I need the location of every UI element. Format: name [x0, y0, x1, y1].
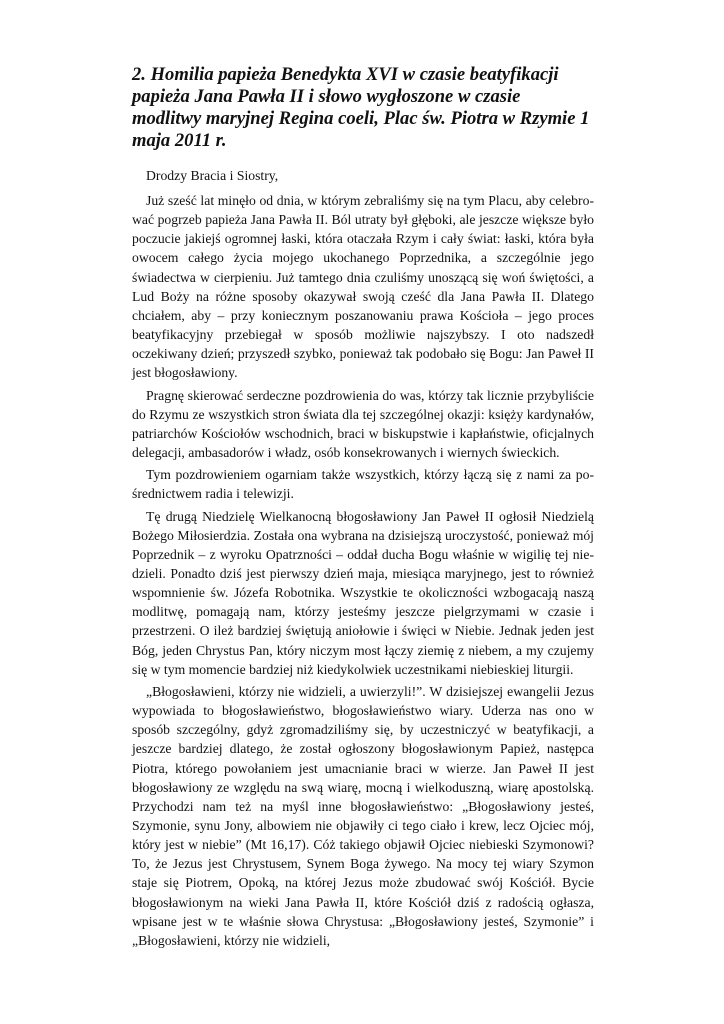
- paragraph-2: Pragnę skierować serdeczne pozdrowienia do was, którzy tak licznie przybyliście do Rzymu ze wszystkich stron świata dla tej szczególnej okazji: księży kardynałów, patriarchów Kościołów wschodnich, braci w biskupstwie i kapłaństwie, oficjalnych delegacji, ambasadorów i władz, osób konsekrowanych i wiernych świeckich.: [132, 387, 594, 461]
- paragraph-3: Tym pozdrowieniem ogarniam także wszystkich, którzy łączą się z nami za pośrednictwem radia i telewizji.: [132, 467, 594, 502]
- paragraph-5: „Błogosławieni, którzy nie widzieli, a uwierzyli!”. W dzisiejszej ewangelii Jezus wypowiada to błogosławieństwo, błogosławieństwo wiary. Uderza nas ono w sposób szczególny, gdyż zgromadziliśmy się, by uczestniczyć w beatyfikacji, a jeszcze bardziej dlatego, że został ogłoszony błogosławionym Papież, następca Piotra, którego powołaniem jest umacnianie braci w wierze. Jan Paweł II jest błogosławiony ze względu na swą wiarę, mocną i wielkoduszną, wiarę apostolską. Przychodzi nam też na myśl inne błogosławieństwo: „Błogosławiony jesteś, Szymonie, synu Jony, albowiem nie objawiły ci tego ciało i krew, lecz Ojciec mój, który jest w niebie” (Mt 16,17). Cóż takiego objawił Ojciec niebieski Szymonowi? To, że Jezus jest Chrystusem, Synem Boga żywego. Na mocy tej wiary Szymon staje się Piotrem, Opoką, na której Jezus może zbudować swój Kościół. Bycie błogosławionym na wieki Jana Pawła II, które Kościół dziś z radością ogłasza, wpisane jest w te właśnie słowa Chrystusa: „Błogosławiony jesteś, Szymonie” i „Błogosławieni, którzy nie widzieli,: [132, 683, 594, 948]
- paragraph-1: Już sześć lat minęło od dnia, w którym zebraliśmy się na tym Placu, aby celebrować pogrzeb papieża Jana Pawła II. Ból utraty był głęboki, ale jeszcze większe było poczucie jakiejś ogromnej łaski, która otaczała Rzym i cały świat: łaski, która była owocem całego życia mojego ukochanego Poprzednika, a szczególnie jego świadectwa w cierpieniu. Już tamtego dnia czuliśmy unoszącą się woń świętości, a Lud Boży na różne sposoby okazywał swoją cześć dla Jana Pawła II. Dlatego chciałem, aby – przy koniecznym poszanowaniu prawa Kościoła – jego proces beatyfikacyjny przebiegał w sposób możliwie najszybszy. I oto nadszedł oczekiwany dzień; przyszedł szybko, ponieważ tak podobało się Bogu: Jan Paweł II jest błogosławiony.: [132, 193, 594, 381]
- document-page: [132, 64, 594, 953]
- document-title: 2. Homilia papieża Benedykta XVI w czasie beatyfikacji papieża Jana Pawła II i słowo wygłoszone w czasie modlitwy maryjnej Regina coeli, Plac św. Piotra w Rzymie 1 maja 2011 r.: [132, 64, 590, 151]
- paragraph-4: Tę drugą Niedzielę Wielkanocną błogosławiony Jan Paweł II ogłosił Niedzielą Bożego Miłosierdzia. Została ona wybrana na dzisiejszą uroczystość, ponieważ mój Poprzednik – z wyroku Opatrzności – oddał ducha Bogu właśnie w wigilię tej niedzieli. Ponadto dziś jest pierwszy dzień maja, miesiąca maryjnego, jest to również wspomnienie św. Józefa Robotnika. Wszystkie te okoliczności wzbogacają naszą modlitwę, pomagają nam, którzy jesteśmy jeszcze pielgrzymami w czasie i przestrzeni. O ileż bardziej świętują aniołowie i święci w Niebie. Jednak jeden jest Bóg, jeden Chrystus Pan, który niczym most łączy ziemię z niebem, a my czujemy się w tym momencie bardziej niż kiedykolwiek uczestnikami niebieskiej liturgii.: [132, 508, 594, 677]
- salutation: Drodzy Bracia i Siostry,: [146, 168, 279, 183]
